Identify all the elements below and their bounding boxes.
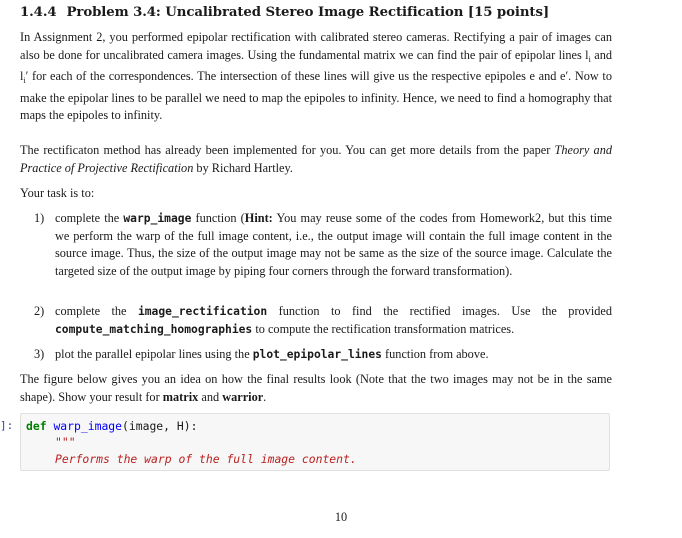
item1-b: function ( xyxy=(195,211,245,225)
intro-text-rest: for each of the correspondences. The intersection of these lines will give us the respective epipoles e and e′. Now to make the epipolar lines to be parallel we need to map the epipoles to infinity. Hence, we need to find a homography that maps the epipoles to infinity. xyxy=(20,69,612,123)
matrix-label: matrix xyxy=(162,389,199,404)
prime-mark: ′ xyxy=(25,69,29,84)
task-item-3 xyxy=(34,346,612,364)
function-args: (image, H): xyxy=(122,419,198,433)
item3-b: function from above. xyxy=(385,347,489,361)
item2-a: complete the xyxy=(55,304,127,318)
cell-prompt: ]: xyxy=(0,419,14,432)
section-number: 1.4.4 xyxy=(20,5,57,20)
figure-end: . xyxy=(263,389,267,404)
docstring-quotes: """ xyxy=(55,435,76,449)
paper-title: Theory and Practice of Projective Rectification xyxy=(20,143,613,175)
para2-end: by Richard Hartley. xyxy=(196,160,293,175)
task-intro: Your task is to: xyxy=(20,186,95,200)
code-plot-epipolar: plot_epipolar_lines xyxy=(252,348,382,361)
code-line-def xyxy=(26,419,197,433)
task-item-1 xyxy=(34,210,612,280)
figure-paragraph xyxy=(20,371,612,406)
function-name: warp_image xyxy=(53,419,123,433)
warrior-label: warrior xyxy=(222,389,264,404)
figure-text: The figure below gives you an idea on how the final results look (Note that the two images may not be in the same shape). Show your result for xyxy=(20,372,612,404)
figure-and: and xyxy=(201,389,220,404)
keyword-def: def xyxy=(26,419,47,433)
code-warp-image: warp_image xyxy=(123,212,192,225)
item2-c: to compute the rectification transformation matrices. xyxy=(255,321,515,336)
item3-a: plot the parallel epipolar lines using the xyxy=(55,347,250,361)
intro-text-1: In Assignment 2, you performed epipolar rectification with calibrated stereo cameras. Rectifying a pair of images can also be done for uncalibrated camera images. Using the fundamental matrix we can find the pair of epipolar lines l xyxy=(20,30,612,62)
item1-a: complete the xyxy=(55,211,120,225)
intro-text-and: and l xyxy=(20,47,612,84)
code-compute-matching: compute_matching_homographies xyxy=(55,322,253,336)
code-cell[interactable] xyxy=(20,413,610,471)
task-item-1-mark: 1) xyxy=(34,211,45,225)
intro-paragraph xyxy=(20,29,612,125)
section-title: Problem 3.4: Uncalibrated Stereo Image Rectification [15 points] xyxy=(66,5,550,20)
subscript-i-2: i xyxy=(23,76,26,86)
task-item-2-mark: 2) xyxy=(34,304,45,318)
task-item-3-mark: 3) xyxy=(34,347,45,361)
task-item-2 xyxy=(34,303,612,338)
rectification-paragraph xyxy=(20,142,612,177)
item1-c: You may reuse some of the codes from Homework2, but this time we perform the warp of the full image content, i.e., the output image will contain the full image content in the source image. Thus, the size of the output image may not be same as the size of the source image. Calculate the targeted size of the output image by piping four corners through the forward transformation). xyxy=(55,211,613,278)
subscript-i: i xyxy=(588,54,591,64)
para2-start: The rectificaton method has already been implemented for you. You can get more details from the paper xyxy=(20,143,551,157)
page-number: 10 xyxy=(334,510,348,524)
code-image-rectification: image_rectification xyxy=(137,305,268,318)
docstring-text: Performs the warp of the full image content. xyxy=(55,452,357,466)
section-heading xyxy=(20,5,549,20)
hint-label: Hint: xyxy=(244,211,273,225)
item2-b: function to find the rectified images. Use the provided xyxy=(278,304,613,318)
